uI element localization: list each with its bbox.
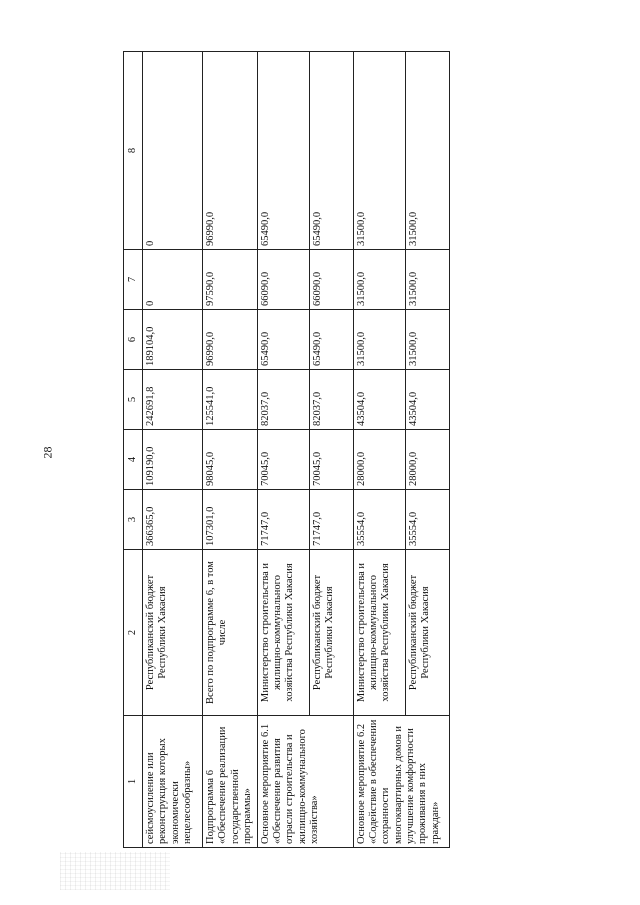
value-cell: 71747,0 — [309, 490, 353, 550]
value-cell: 35554,0 — [353, 490, 405, 550]
funding-source: Республиканский бюджет Республики Хакасия — [309, 550, 353, 716]
faded-stamp-mark — [60, 852, 170, 890]
row-title: Основное мероприятие 6.2 «Содействие в обеспечении сохранности многоквартирных домов и улучшение комфортности проживания в них граждан» — [353, 716, 449, 848]
value-cell: 189104,0 — [143, 310, 203, 370]
funding-source: Республиканский бюджет Республики Хакасия — [405, 550, 449, 716]
value-cell: 31500,0 — [353, 250, 405, 310]
value-cell: 28000,0 — [353, 430, 405, 490]
value-cell: 31500,0 — [405, 52, 449, 250]
value-cell: 65490,0 — [257, 52, 309, 250]
funding-source: Министерство строительства и жилищно-коммунального хозяйства Республики Хакасия — [257, 550, 309, 716]
row-title: Подпрограмма 6 «Обеспечение реализации государственной программы» — [203, 716, 258, 848]
value-cell: 70045,0 — [257, 430, 309, 490]
value-cell: 96990,0 — [203, 52, 258, 250]
row-title: сейсмоусиление или реконструкция которых экономически нецелесообразны» — [143, 716, 203, 848]
rotated-table-container — [123, 52, 445, 848]
col-header-5: 5 — [124, 370, 143, 430]
col-header-8: 8 — [124, 52, 143, 250]
col-header-4: 4 — [124, 430, 143, 490]
value-cell: 98045,0 — [203, 430, 258, 490]
value-cell: 82037,0 — [309, 370, 353, 430]
funding-source: Министерство строительства и жилищно-коммунального хозяйства Республики Хакасия — [353, 550, 405, 716]
value-cell: 66090,0 — [257, 250, 309, 310]
page-number: 28 — [40, 446, 55, 459]
value-cell: 242691,8 — [143, 370, 203, 430]
value-cell: 71747,0 — [257, 490, 309, 550]
value-cell: 65490,0 — [309, 310, 353, 370]
col-header-3: 3 — [124, 490, 143, 550]
value-cell: 70045,0 — [309, 430, 353, 490]
funding-source: Республиканский бюджет Республики Хакасия — [143, 550, 203, 716]
value-cell: 97590,0 — [203, 250, 258, 310]
value-cell: 0 — [143, 52, 203, 250]
funding-source: Всего по подпрограмме 6, в том числе — [203, 550, 258, 716]
col-header-2: 2 — [124, 550, 143, 716]
value-cell: 65490,0 — [309, 52, 353, 250]
value-cell: 96990,0 — [203, 310, 258, 370]
header-row — [124, 52, 143, 848]
table-row — [353, 52, 405, 848]
value-cell: 43504,0 — [353, 370, 405, 430]
col-header-7: 7 — [124, 250, 143, 310]
value-cell: 31500,0 — [405, 250, 449, 310]
table-row — [203, 52, 258, 848]
value-cell: 366365,0 — [143, 490, 203, 550]
value-cell: 28000,0 — [405, 430, 449, 490]
value-cell: 107301,0 — [203, 490, 258, 550]
value-cell: 109190,0 — [143, 430, 203, 490]
value-cell: 31500,0 — [353, 310, 405, 370]
table-row — [143, 52, 203, 848]
value-cell: 43504,0 — [405, 370, 449, 430]
value-cell: 35554,0 — [405, 490, 449, 550]
budget-table — [123, 51, 450, 848]
table-row — [257, 52, 309, 848]
col-header-1: 1 — [124, 716, 143, 848]
row-title: Основное мероприятие 6.1 «Обеспечение развития отрасли строительства и жилищно-коммунального хозяйства» — [257, 716, 353, 848]
value-cell: 31500,0 — [405, 310, 449, 370]
value-cell: 66090,0 — [309, 250, 353, 310]
value-cell: 31500,0 — [353, 52, 405, 250]
value-cell: 82037,0 — [257, 370, 309, 430]
col-header-6: 6 — [124, 310, 143, 370]
value-cell: 0 — [143, 250, 203, 310]
value-cell: 65490,0 — [257, 310, 309, 370]
value-cell: 125541,0 — [203, 370, 258, 430]
